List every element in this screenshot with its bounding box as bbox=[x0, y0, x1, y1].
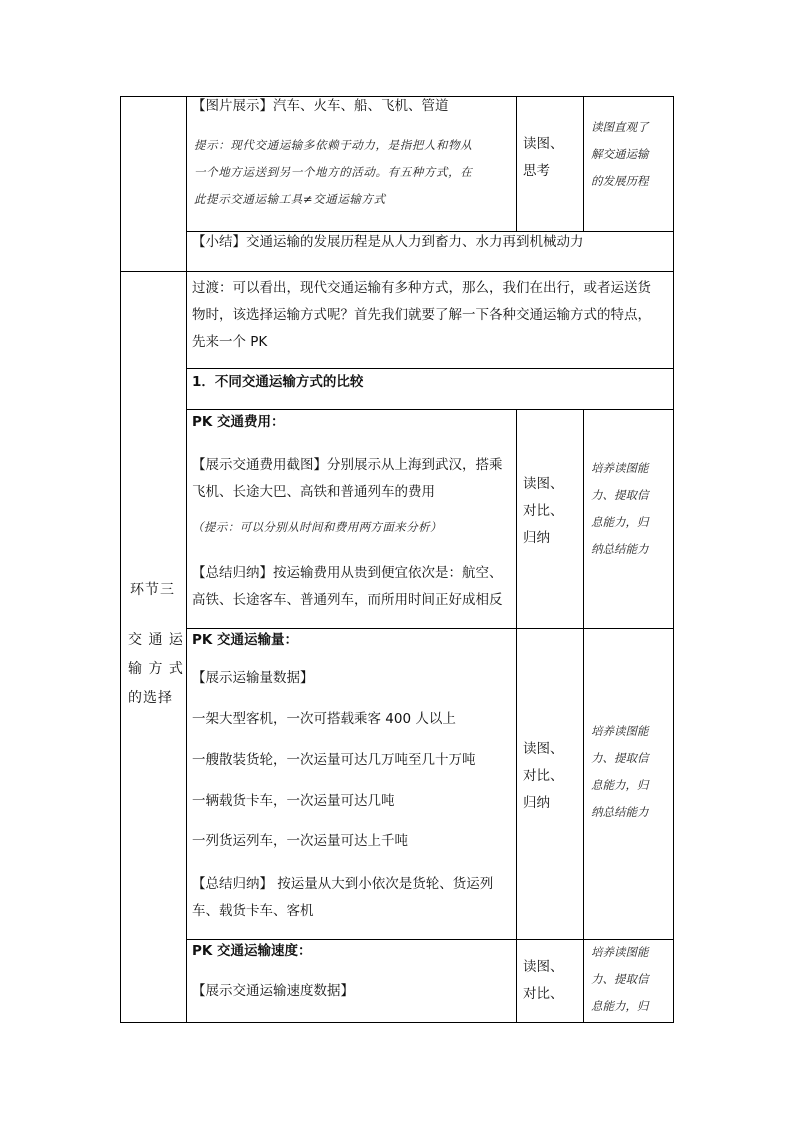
pk-cost-activity: 读图、 对比、 归纳 bbox=[523, 476, 564, 546]
pk-volume-summary: 【总结归纳】 按运量从大到小依次是货轮、货运列 车、载货卡车、客机 bbox=[192, 876, 494, 919]
pk-volume-title: PK 交通运输量： bbox=[192, 632, 299, 648]
pk-volume-item-2: 一艘散装货轮，一次运量可达几万吨至几十万吨 bbox=[192, 752, 476, 768]
summary-development: 【小结】交通运输的发展历程是从人力到畜力、水力再到机械动力 bbox=[192, 234, 584, 250]
pk-volume-item-1: 一架大型客机，一次可搭载乘客 400 人以上 bbox=[192, 711, 456, 727]
pk-cost-title: PK 交通费用： bbox=[192, 414, 285, 430]
hint-line-1: 提示：现代交通运输多依赖于动力，是指把人和物从 bbox=[194, 138, 473, 152]
pk-volume-activity: 读图、 对比、 归纳 bbox=[523, 741, 564, 811]
pk-volume-item-4: 一列货运列车，一次运量可达上千吨 bbox=[192, 833, 408, 849]
pk-cost-summary: 【总结归纳】按运输费用从贵到便宜依次是：航空、 高铁、长途客车、普通列车，而所用时间正好成相反 bbox=[192, 565, 503, 608]
pk-cost-show: 【展示交通费用截图】分别展示从上海到武汉，搭乘 飞机、长途大巴、高铁和普通列车的费用 bbox=[192, 457, 503, 500]
pk-cost-hint: （提示：可以分别从时间和费用两方面来分析） bbox=[192, 520, 442, 534]
pk-volume-intent: 培养读图能 力、提取信 息能力，归 纳总结能力 bbox=[591, 724, 649, 819]
intent-history: 读图直观了 解交通运输 的发展历程 bbox=[591, 120, 649, 188]
pk-volume-item-3: 一辆载货卡车，一次运量可达几吨 bbox=[192, 793, 395, 809]
hint-line-3: 此提示交通运输工具≠交通运输方式 bbox=[194, 192, 386, 206]
transition-paragraph: 过渡：可以看出，现代交通运输有多种方式，那么，我们在出行，或者运送货 物时，该选择运输方式呢？首先我们就要了解一下各种交通运输方式的特点， 先来一个 PK bbox=[192, 280, 651, 350]
heading-tag: 【图片展示】 bbox=[192, 98, 273, 114]
activity-read-think: 读图、 思考 bbox=[523, 136, 564, 179]
pk-speed-title: PK 交通运输速度： bbox=[192, 943, 312, 959]
pk-speed-activity: 读图、 对比、 bbox=[523, 959, 564, 1002]
comparison-subheading: 1．不同交通运输方式的比较 bbox=[192, 374, 364, 390]
pk-speed-intent: 培养读图能 力、提取信 息能力，归 bbox=[591, 945, 649, 1013]
section-title: 环节三 bbox=[130, 582, 175, 598]
heading-text: 汽车、火车、船、飞机、管道 bbox=[273, 98, 449, 114]
hint-line-2: 一个地方运送到另一个地方的活动。有五种方式，在 bbox=[194, 165, 473, 179]
pk-cost-intent: 培养读图能 力、提取信 息能力，归 纳总结能力 bbox=[591, 461, 649, 556]
pk-volume-show: 【展示运输量数据】 bbox=[192, 670, 314, 686]
section-name: 交 通 运 输 方 式 的选择 bbox=[128, 632, 184, 706]
pk-speed-show: 【展示交通运输速度数据】 bbox=[192, 983, 354, 999]
picture-display-heading bbox=[192, 96, 449, 116]
